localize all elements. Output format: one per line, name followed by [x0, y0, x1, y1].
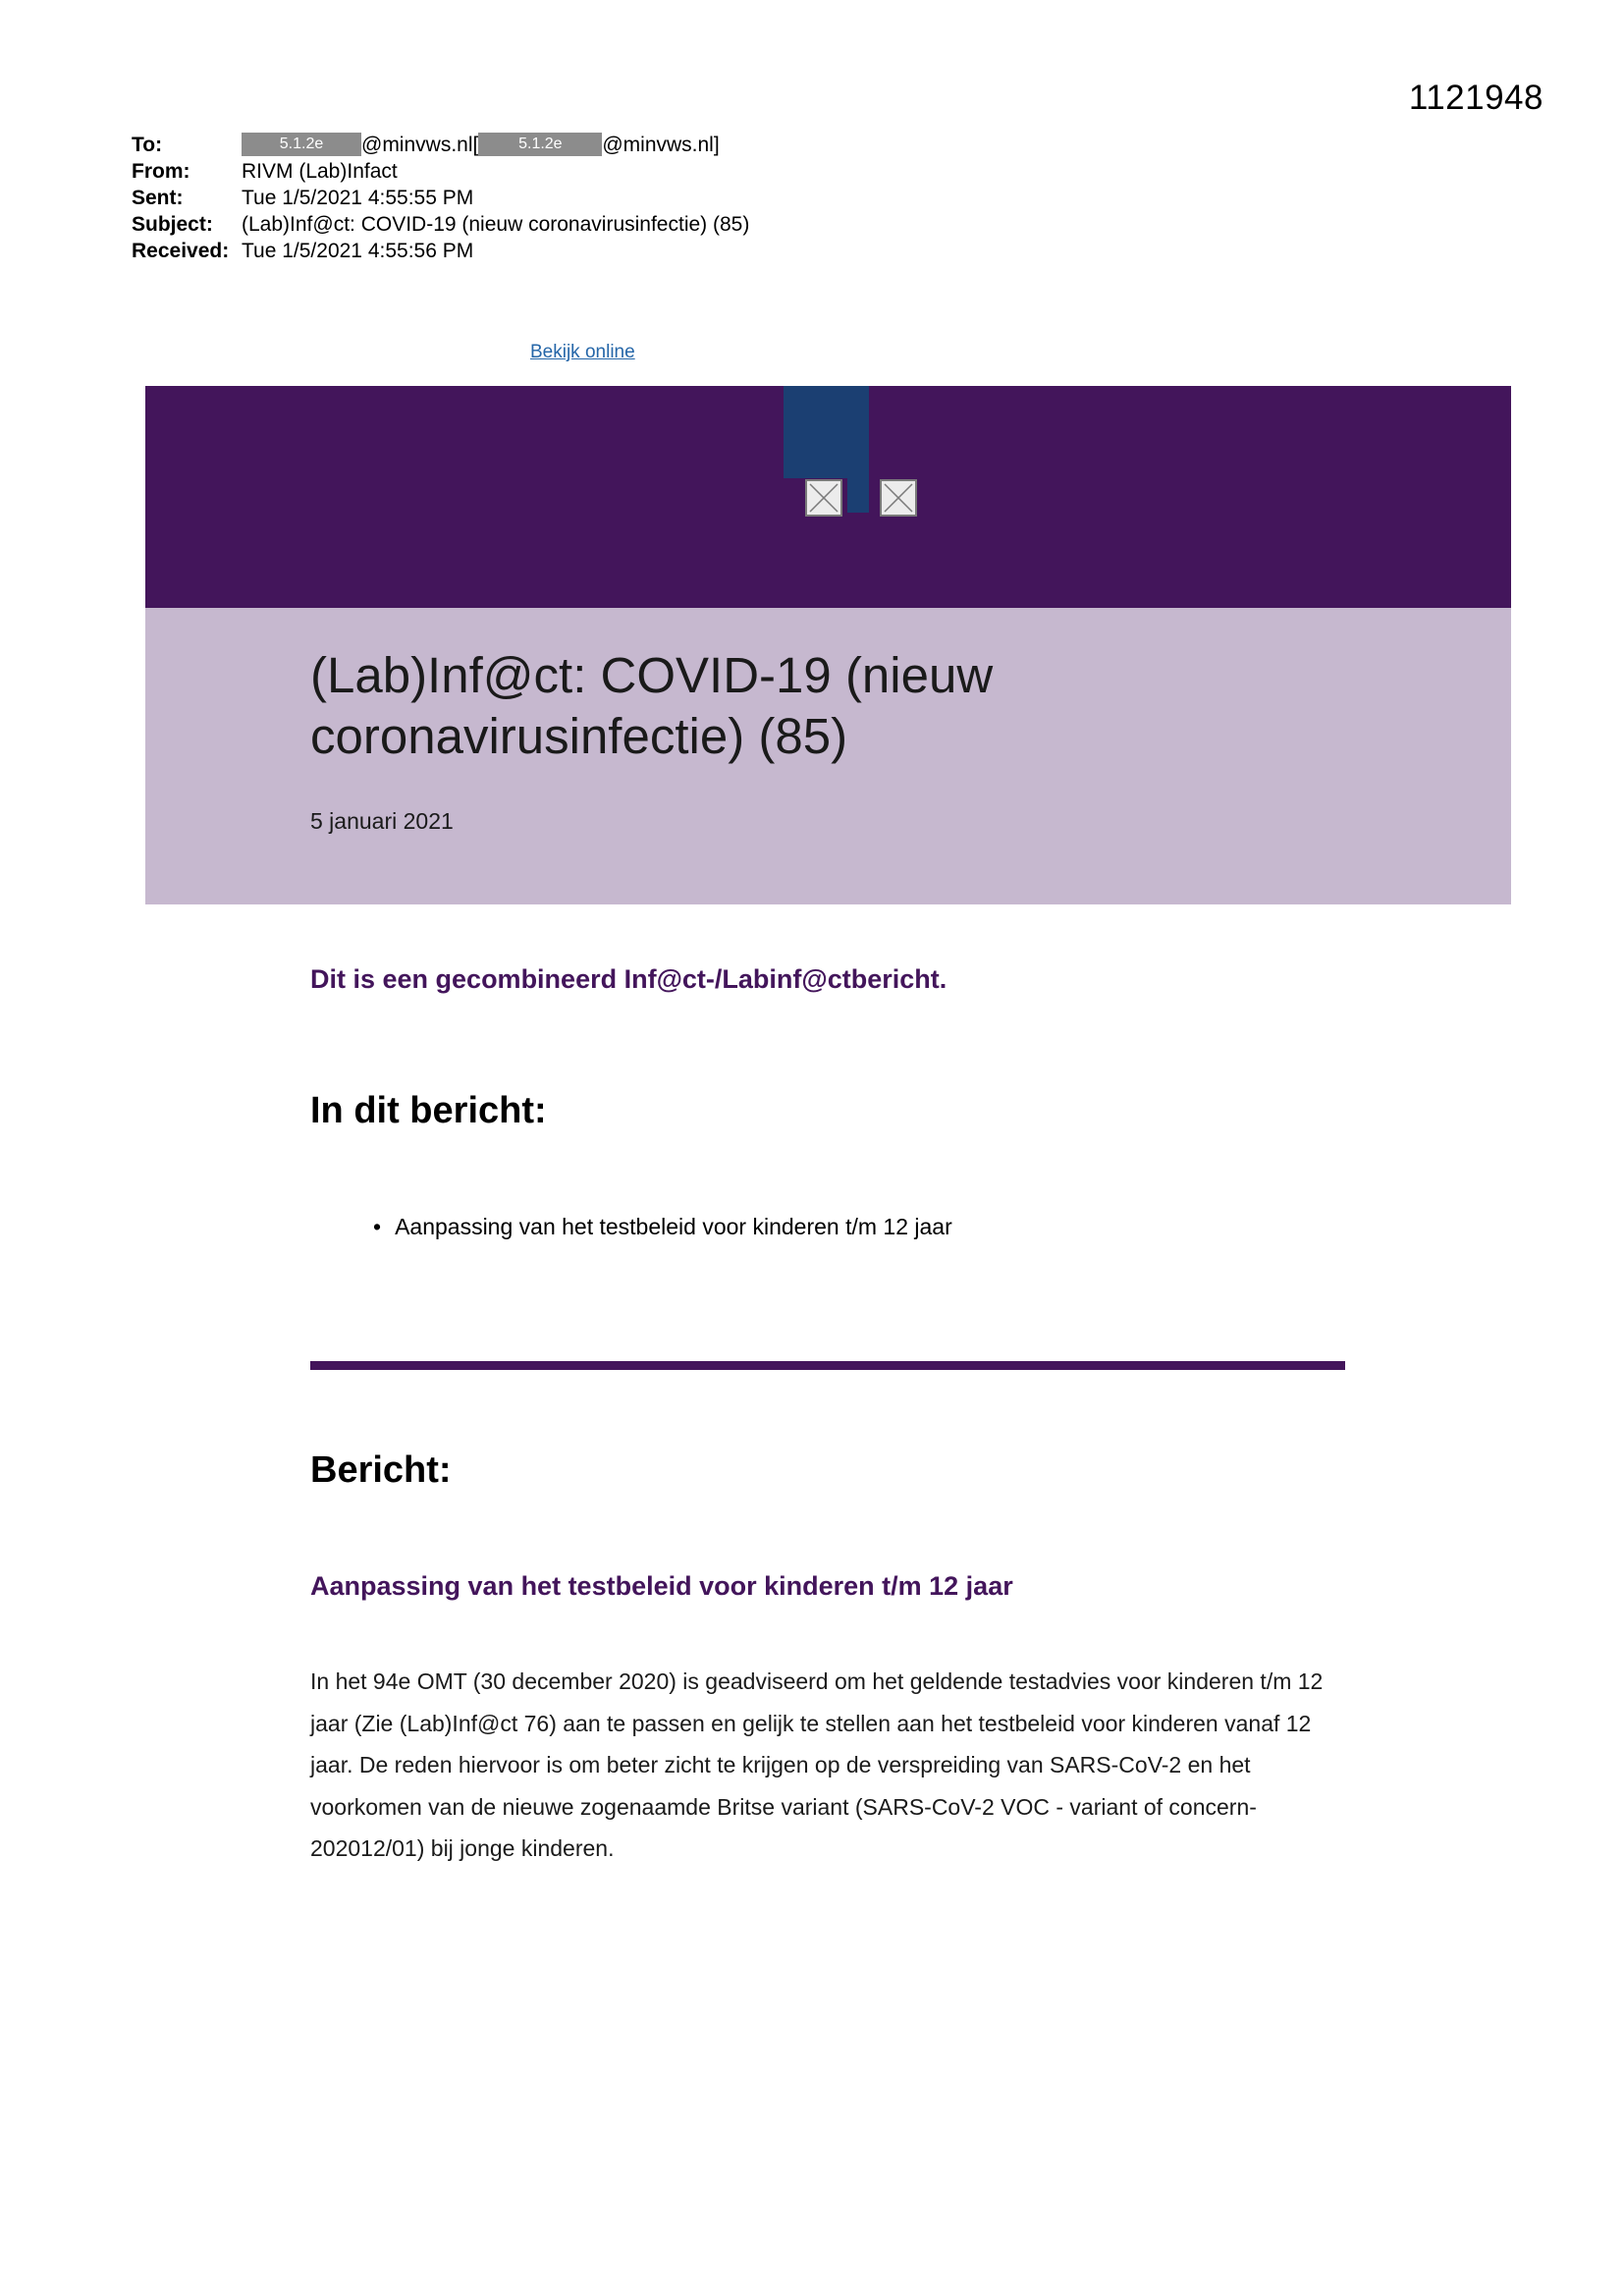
received-value: Tue 1/5/2021 4:55:56 PM — [242, 240, 474, 262]
sent-value: Tue 1/5/2021 4:55:55 PM — [242, 187, 474, 209]
redaction-box: 5.1.2e — [478, 133, 602, 156]
bericht-heading: Bericht: — [310, 1449, 452, 1491]
combined-message-note: Dit is een gecombineerd Inf@ct-/Labinf@ctbericht. — [310, 964, 947, 994]
received-label: Received: — [132, 240, 230, 262]
sent-label: Sent: — [132, 187, 184, 209]
to-value — [242, 132, 749, 158]
broken-image-icon — [880, 479, 917, 517]
to-row — [132, 132, 749, 158]
subject-row — [132, 211, 749, 238]
document-number: 1121948 — [1408, 79, 1543, 117]
received-row — [132, 238, 749, 264]
from-row — [132, 158, 749, 185]
to-domain: @minvws.nl] — [602, 134, 720, 156]
toc-list — [373, 1214, 952, 1240]
article-body: In het 94e OMT (30 december 2020) is geadviseerd om het geldende testadvies voor kinderen t/m 12 jaar (Zie (Lab)Inf@ct 76) aan te passen en gelijk te stellen aan het testbeleid voor kinderen vanaf 12 jaar. De reden hiervoor is om beter zicht te krijgen op de verspreiding van SARS-CoV-2 en het voorkomen van de nieuwe zogenaamde Britse variant (SARS-CoV-2 VOC - variant of concern- 202012/01) bij jonge kinderen. — [310, 1668, 1324, 1861]
logo-bar-stem — [847, 478, 869, 513]
toc-item: • Aanpassing van het testbeleid voor kinderen t/m 12 jaar — [373, 1214, 952, 1240]
to-label: To: — [132, 134, 163, 156]
subject-label: Subject: — [132, 213, 213, 236]
title-line: (Lab)Inf@ct: COVID-19 (nieuw — [310, 647, 994, 703]
title-block — [145, 608, 1511, 904]
header-banner — [145, 386, 1511, 608]
in-dit-bericht-heading: In dit bericht: — [310, 1090, 547, 1131]
title-line: coronavirusinfectie) (85) — [310, 708, 848, 764]
article-title: Aanpassing van het testbeleid voor kinderen t/m 12 jaar — [310, 1571, 1013, 1601]
logo-bar — [784, 386, 869, 478]
to-domain: @minvws.nl[ — [361, 134, 479, 156]
sent-row — [132, 185, 749, 211]
section-divider — [310, 1361, 1345, 1370]
subject-value: (Lab)Inf@ct: COVID-19 (nieuw coronavirusinfectie) (85) — [242, 213, 750, 236]
view-online-link[interactable]: Bekijk online — [530, 342, 635, 362]
email-header — [132, 132, 749, 264]
newsletter-date: 5 januari 2021 — [310, 808, 454, 834]
redaction-box: 5.1.2e — [242, 133, 361, 156]
from-value: RIVM (Lab)Infact — [242, 160, 398, 183]
newsletter-title — [310, 645, 993, 767]
from-label: From: — [132, 160, 190, 183]
broken-image-icon — [805, 479, 842, 517]
